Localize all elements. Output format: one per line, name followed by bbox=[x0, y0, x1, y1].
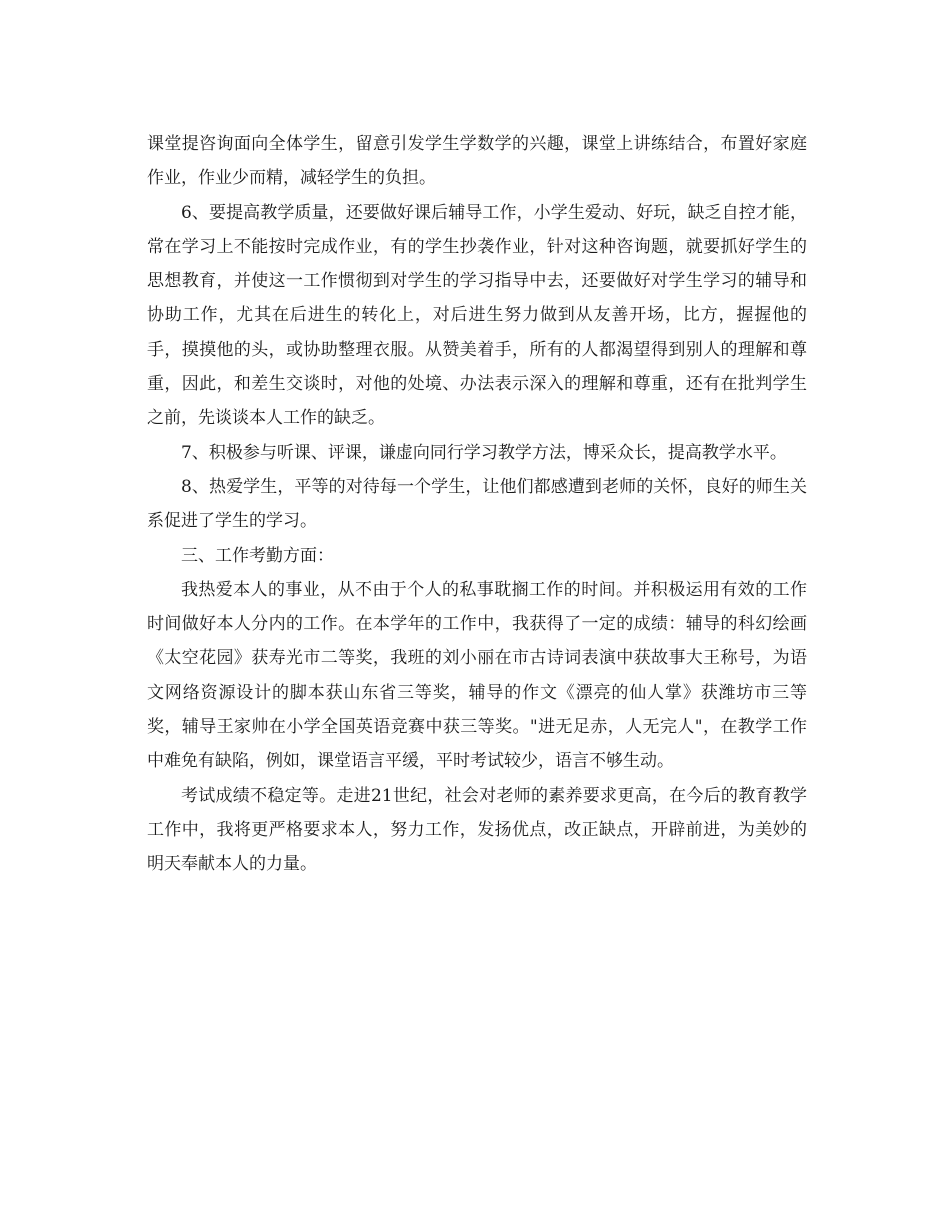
paragraph-6: 我热爱本人的事业，从不由于个人的私事耽搁工作的时间。并积极运用有效的工作时间做好本人分内的工作。在本学年的工作中，我获得了一定的成绩：辅导的科幻绘画《太空花园》获寿光市二等奖，我班的刘小丽在市古诗词表演中获故事大王称号，为语文网络资源设计的脚本获山东省三等奖，辅导的作文《漂亮的仙人掌》获潍坊市三等奖，辅导王家帅在小学全国英语竞赛中获三等奖。"进无足赤，人无完人"，在教学工作中难免有缺陷，例如，课堂语言平缓，平时考试较少，语言不够生动。 bbox=[147, 579, 807, 772]
paragraph-4: 8、热爱学生，平等的对待每一个学生，让他们都感遭到老师的关怀，良好的师生关系促进了学生的学习。 bbox=[147, 476, 807, 532]
paragraph-2: 6、要提高教学质量，还要做好课后辅导工作，小学生爱动、好玩，缺乏自控才能，常在学习上不能按时完成作业，有的学生抄袭作业，针对这种咨询题，就要抓好学生的思想教育，并使这一工作惯彻到对学生的学习指导中去，还要做好对学生学习的辅导和协助工作，尤其在后进生的转化上，对后进生努力做到从友善开场，比方，握握他的手，摸摸他的头，或协助整理衣服。从赞美着手，所有的人都渴望得到别人的理解和尊重，因此，和差生交谈时，对他的处境、办法表示深入的理解和尊重，还有在批判学生之前，先谈谈本人工作的缺乏。 bbox=[147, 202, 807, 429]
document-body bbox=[147, 127, 807, 882]
paragraph-1: 课堂提咨询面向全体学生，留意引发学生学数学的兴趣，课堂上讲练结合，布置好家庭作业，作业少而精，减轻学生的负担。 bbox=[147, 134, 807, 189]
section-heading-attendance: 三、工作考勤方面： bbox=[181, 545, 334, 566]
paragraph-3: 7、积极参与听课、评课，谦虚向同行学习教学方法，博采众长，提高教学水平。 bbox=[181, 442, 787, 463]
paragraph-7: 考试成绩不稳定等。走进21世纪，社会对老师的素养要求更高，在今后的教育教学工作中，我将更严格要求本人，努力工作，发扬优点，改正缺点，开辟前进，为美妙的明天奉献本人的力量。 bbox=[147, 785, 807, 875]
